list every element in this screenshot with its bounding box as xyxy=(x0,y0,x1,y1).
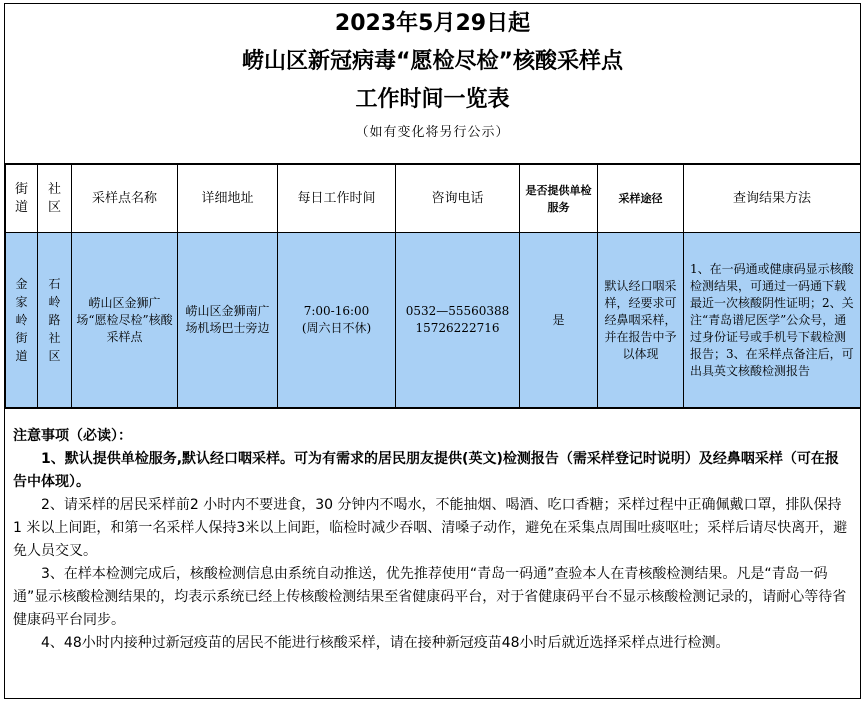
header-phone: 咨询电话 xyxy=(396,165,520,233)
cell-community: 石岭路社区 xyxy=(38,233,72,408)
header-site-name: 采样点名称 xyxy=(72,165,178,233)
header-street: 街道 xyxy=(6,165,38,233)
note-item: 1、默认提供单检服务,默认经口咽采样。可为有需求的居民朋友提供(英文)检测报告（需采样登记时说明）及经鼻咽采样（可在报告中体现）。 xyxy=(13,451,839,490)
notes-heading: 注意事项（必读）： xyxy=(13,428,132,444)
table-title: 工作时间一览表 xyxy=(355,87,510,112)
cell-single-test: 是 xyxy=(520,233,598,408)
header-hours: 每日工作时间 xyxy=(278,165,396,233)
main-title: 崂山区新冠病毒“愿检尽检”核酸采样点 xyxy=(242,49,623,74)
notes-section xyxy=(5,408,860,655)
cell-site-name: 崂山区金狮广场“愿检尽检”核酸采样点 xyxy=(72,233,178,408)
header-community: 社区 xyxy=(38,165,72,233)
subtitle-note: （如有变化将另行公示） xyxy=(355,125,510,140)
table-header-row xyxy=(6,165,861,233)
cell-query: 1、在一码通或健康码显示核酸检测结果，可通过一码通下载最近一次核酸阴性证明；2、关注“青岛谱尼医学”公众号，通过身份证号或手机号下载检测报告；3、在采样点备注后，可出具英文核酸检测报告 xyxy=(684,233,861,408)
notice-sheet xyxy=(4,3,861,699)
table-row xyxy=(6,233,861,408)
date-title: 2023年5月29日起 xyxy=(334,11,531,36)
header-address: 详细地址 xyxy=(178,165,278,233)
note-item: 3、在样本检测完成后，核酸检测信息由系统自动推送，优先推荐使用“青岛一码通”查验本人在青核酸检测结果。凡是“青岛一码通”显示核酸检测结果的，均表示系统已经上传核酸检测结果至省健康码平台，对于省健康码平台不显示核酸检测记录的，请耐心等待省健康码平台同步。 xyxy=(13,566,847,628)
cell-method: 默认经口咽采样，经要求可经鼻咽采样，并在报告中予以体现 xyxy=(598,233,684,408)
header-method: 采样途径 xyxy=(598,165,684,233)
phone-landline: 0532—55560388 xyxy=(405,304,510,318)
phone-mobile: 15726222716 xyxy=(415,321,500,335)
cell-hours xyxy=(278,233,396,408)
hours-note: (周六日不休) xyxy=(301,321,372,335)
header-query: 查询结果方法 xyxy=(684,165,861,233)
cell-phone xyxy=(396,233,520,408)
title-block xyxy=(5,4,860,164)
header-single-test: 是否提供单检服务 xyxy=(520,165,598,233)
cell-street: 金家岭街道 xyxy=(6,233,38,408)
cell-address: 崂山区金狮南广场机场巴士旁边 xyxy=(178,233,278,408)
note-item: 4、48小时内接种过新冠疫苗的居民不能进行核酸采样，请在接种新冠疫苗48小时后就近选择采样点进行检测。 xyxy=(41,635,730,651)
note-item: 2、请采样的居民采样前2 小时内不要进食，30 分钟内不喝水，不能抽烟、喝酒、吃口香糖；采样过程中正确佩戴口罩，排队保持 1 米以上间距，和第一名采样人保持3米以上间距，临检时减少吞咽、清嗓子动作，避免在采集点周围吐痰呕吐；采样后请尽快离开，避免人员交叉。 xyxy=(13,497,848,559)
sampling-site-table xyxy=(5,164,861,408)
hours-value: 7:00-16:00 xyxy=(303,304,370,318)
